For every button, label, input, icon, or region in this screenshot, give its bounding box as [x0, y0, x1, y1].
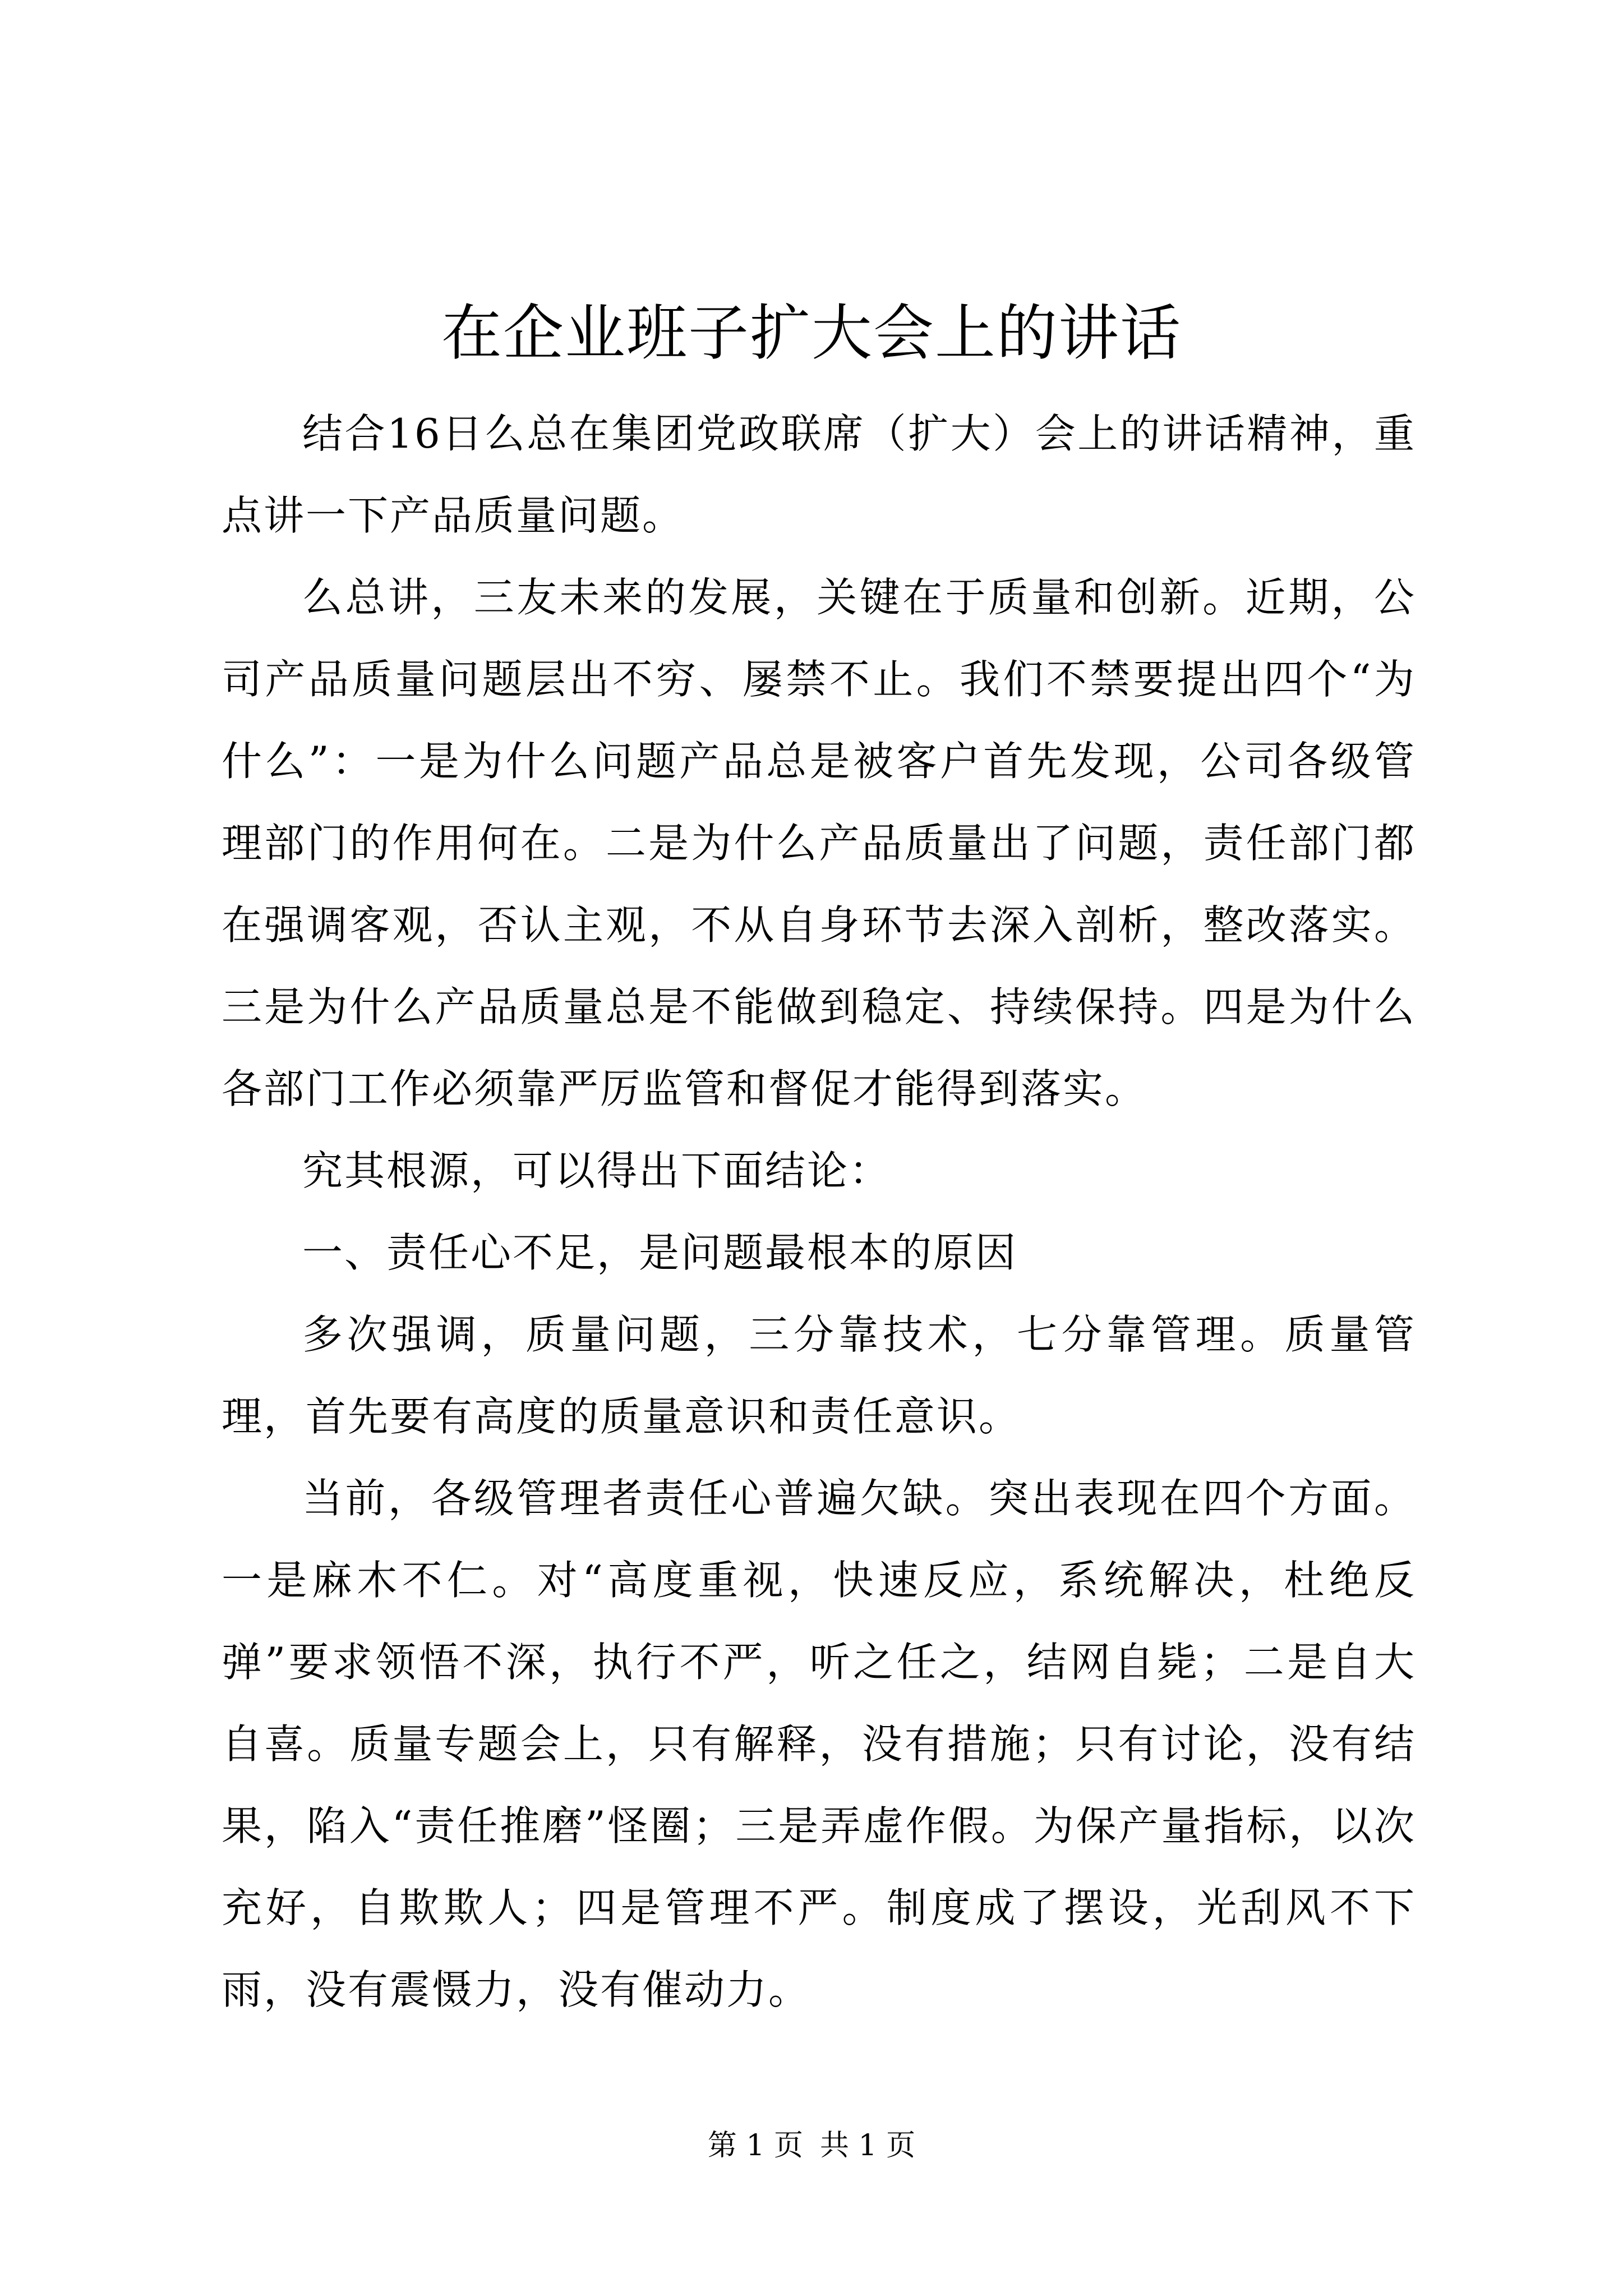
paragraph-four-whys: 么总讲，三友未来的发展，关键在于质量和创新。近期，公司产品质量问题层出不穷、屡禁不止。我们不禁要提出四个“为什么”：一是为什么问题产品总是被客户首先发现，公司各级管理部门的作用何在。二是为什么产品质量出了问题，责任部门都在强调客观，否认主观，不从自身环节去深入剖析，整改落实。三是为什么产品质量总是不能做到稳定、持续保持。四是为什么各部门工作必须靠严厉监管和督促才能得到落实。: [222, 574, 1416, 1112]
document-body: [222, 393, 1416, 2031]
paragraph-conclusion-lead: 究其根源，可以得出下面结论：: [302, 1147, 892, 1194]
paragraph-quality-management: 多次强调，质量问题，三分靠技术，七分靠管理。质量管理，首先要有高度的质量意识和责任意识。: [222, 1311, 1416, 1440]
page-number: 第 1 页: [707, 2129, 803, 2162]
paragraph-responsibility-deficits: 当前，各级管理者责任心普遍欠缺。突出表现在四个方面。一是麻木不仁。对“高度重视，快速反应，系统解决，杜绝反弹”要求领悟不深，执行不严，听之任之，结网自毙；二是自大自喜。质量专题会上，只有解释，没有措施；只有讨论，没有结果，陷入“责任推磨”怪圈；三是弄虚作假。为保产量指标，以次充好，自欺欺人；四是管理不严。制度成了摆设，光刮风不下雨，没有震慑力，没有催动力。: [222, 1475, 1416, 2013]
page-footer: [0, 2126, 1623, 2165]
paragraph-intro: 结合16日么总在集团党政联席（扩大）会上的讲话精神，重点讲一下产品质量问题。: [222, 410, 1416, 539]
page-total: 共 1 页: [820, 2129, 916, 2162]
document-title: 在企业班子扩大会上的讲话: [441, 298, 1182, 369]
section-heading-1: 一、责任心不足，是问题最根本的原因: [302, 1229, 1018, 1276]
